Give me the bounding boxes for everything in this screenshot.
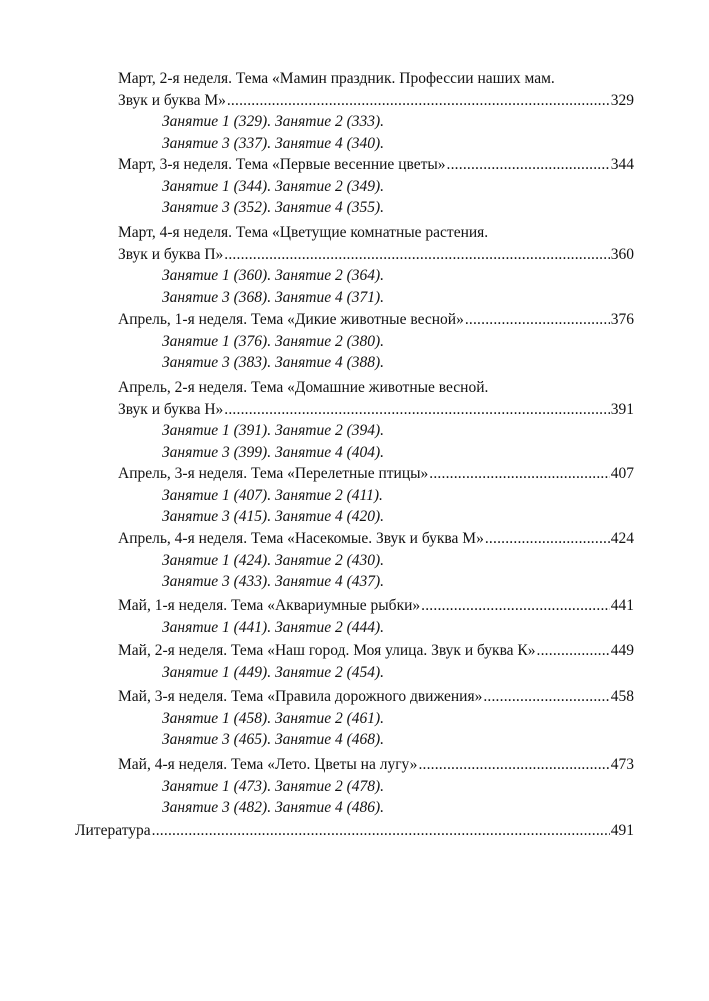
toc-entry bbox=[118, 154, 634, 219]
toc-title-line bbox=[118, 528, 634, 550]
leader-dots bbox=[429, 463, 609, 485]
lesson-line: Занятие 1 (407). Занятие 2 (411). bbox=[162, 486, 383, 504]
leader-dots bbox=[227, 90, 610, 112]
toc-title: Май, 2-я неделя. Тема «Наш город. Моя улица. Звук и буква К» bbox=[118, 642, 536, 659]
leader-dots bbox=[537, 640, 610, 662]
page-number: 376 bbox=[610, 311, 634, 328]
toc-title-line bbox=[118, 377, 634, 399]
lesson-line: Занятие 1 (441). Занятие 2 (444). bbox=[162, 618, 385, 636]
lesson-line: Занятие 1 (376). Занятие 2 (380). bbox=[162, 332, 385, 350]
toc-entry bbox=[118, 377, 634, 463]
toc-title: Апрель, 1-я неделя. Тема «Дикие животные весной» bbox=[118, 311, 464, 328]
leader-dots bbox=[465, 309, 610, 331]
leader-dots bbox=[224, 244, 609, 266]
page-number: 407 bbox=[610, 465, 634, 482]
lesson-line: Занятие 3 (433). Занятие 4 (437). bbox=[162, 573, 385, 590]
toc-title-line bbox=[75, 820, 634, 842]
toc-title-line bbox=[118, 686, 634, 708]
leader-dots bbox=[418, 754, 609, 776]
toc-title: Май, 3-я неделя. Тема «Правила дорожного движения» bbox=[118, 688, 483, 705]
toc-title: Май, 1-я неделя. Тема «Аквариумные рыбки» bbox=[118, 597, 421, 614]
page-number: 391 bbox=[610, 400, 634, 418]
toc-title: Звук и буква Н» bbox=[118, 400, 224, 418]
lesson-line: Занятие 1 (391). Занятие 2 (394). bbox=[162, 422, 385, 439]
lesson-line: Занятие 1 (473). Занятие 2 (478). bbox=[162, 777, 385, 795]
toc-title: Апрель, 2-я неделя. Тема «Домашние животные весной. bbox=[118, 379, 489, 396]
toc-title: Апрель, 4-я неделя. Тема «Насекомые. Звук и буква М» bbox=[118, 530, 484, 547]
lesson-line: Занятие 3 (383). Занятие 4 (388). bbox=[162, 354, 385, 371]
leader-dots bbox=[483, 686, 609, 708]
leader-dots bbox=[485, 528, 610, 550]
toc-title-line bbox=[118, 640, 634, 662]
leader-dots bbox=[152, 820, 610, 842]
toc-entry bbox=[118, 222, 634, 308]
toc-title: Апрель, 3-я неделя. Тема «Перелетные птицы» bbox=[118, 465, 429, 482]
page-number: 424 bbox=[610, 530, 634, 547]
toc-title: Звук и буква П» bbox=[118, 245, 224, 263]
toc-title: Звук и буква М» bbox=[118, 91, 226, 109]
toc-entry bbox=[118, 68, 634, 154]
toc-entry bbox=[118, 686, 634, 751]
page-number: 329 bbox=[610, 91, 634, 109]
lesson-line: Занятие 1 (329). Занятие 2 (333). bbox=[162, 113, 385, 130]
toc-title-line bbox=[118, 154, 634, 176]
lesson-line: Занятие 1 (344). Занятие 2 (349). bbox=[162, 177, 385, 195]
literature-label: Литература bbox=[75, 822, 151, 839]
lesson-line: Занятие 1 (458). Занятие 2 (461). bbox=[162, 709, 385, 727]
toc-entry bbox=[118, 640, 634, 683]
lesson-line: Занятие 3 (465). Занятие 4 (468). bbox=[162, 731, 385, 748]
toc-title-line bbox=[118, 222, 634, 244]
page-number: 441 bbox=[610, 597, 634, 614]
toc-title-line bbox=[118, 309, 634, 331]
lesson-line: Занятие 3 (352). Занятие 4 (355). bbox=[162, 199, 385, 216]
literature-entry bbox=[75, 820, 634, 842]
toc-title: Май, 4-я неделя. Тема «Лето. Цветы на лугу» bbox=[118, 756, 418, 773]
toc-entry bbox=[118, 528, 634, 593]
toc-title: Март, 2-я неделя. Тема «Мамин праздник. Профессии наших мам. bbox=[118, 70, 555, 87]
toc-title: Март, 4-я неделя. Тема «Цветущие комнатные растения. bbox=[118, 224, 489, 241]
toc-title-line bbox=[118, 68, 634, 90]
page-number: 458 bbox=[610, 688, 634, 705]
lesson-line: Занятие 3 (415). Занятие 4 (420). bbox=[162, 508, 385, 525]
lesson-line: Занятие 3 (399). Занятие 4 (404). bbox=[162, 443, 385, 461]
page-number: 449 bbox=[610, 642, 634, 659]
lesson-line: Занятие 3 (368). Занятие 4 (371). bbox=[162, 288, 385, 306]
page-number: 473 bbox=[610, 756, 634, 773]
toc-title-line bbox=[118, 463, 634, 485]
toc-title-line bbox=[118, 90, 634, 112]
toc-entry bbox=[118, 309, 634, 374]
toc-title: Март, 3-я неделя. Тема «Первые весенние цветы» bbox=[118, 156, 446, 173]
leader-dots bbox=[447, 154, 610, 176]
toc-entry bbox=[118, 754, 634, 819]
lesson-line: Занятие 1 (424). Занятие 2 (430). bbox=[162, 551, 385, 569]
leader-dots bbox=[224, 399, 609, 421]
toc-entry bbox=[118, 463, 634, 528]
lesson-line: Занятие 3 (337). Занятие 4 (340). bbox=[162, 134, 385, 152]
lesson-line: Занятие 1 (449). Занятие 2 (454). bbox=[162, 663, 385, 681]
page-number: 360 bbox=[610, 245, 634, 263]
lesson-line: Занятие 1 (360). Занятие 2 (364). bbox=[162, 267, 385, 284]
leader-dots bbox=[421, 595, 610, 617]
toc-entry bbox=[118, 595, 634, 638]
toc-title-line bbox=[118, 399, 634, 421]
page-number: 344 bbox=[610, 156, 634, 173]
toc-title-line bbox=[118, 244, 634, 266]
lesson-line: Занятие 3 (482). Занятие 4 (486). bbox=[162, 799, 385, 816]
toc-title-line bbox=[118, 754, 634, 776]
toc-title-line bbox=[118, 595, 634, 617]
page-number: 491 bbox=[610, 822, 634, 839]
